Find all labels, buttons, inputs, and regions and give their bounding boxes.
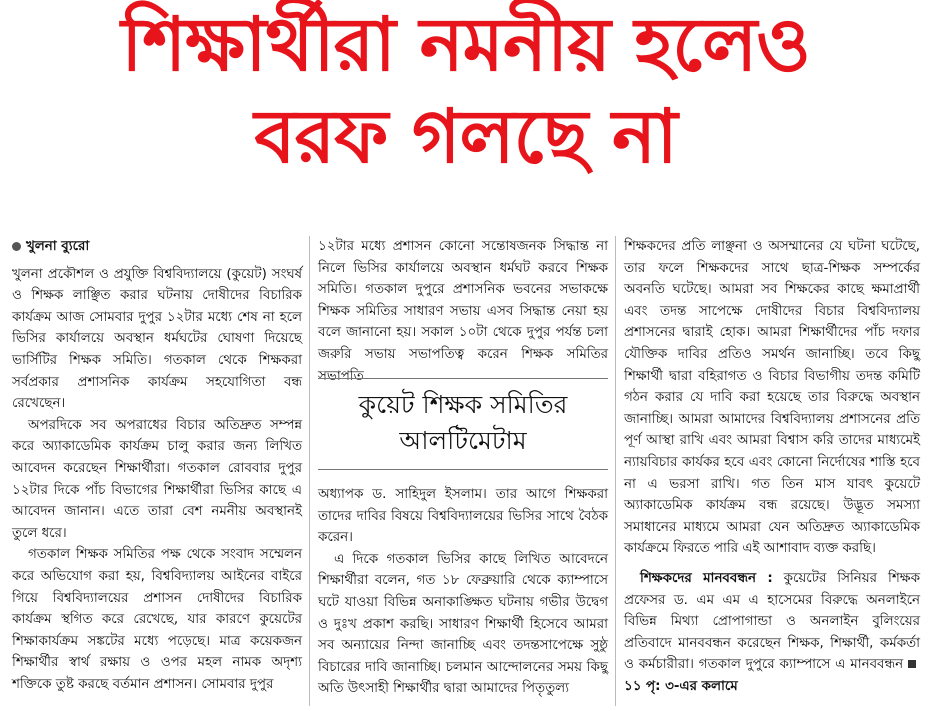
headline (0, 2, 931, 180)
section-lead: শিক্ষকদের মানববন্ধন : (640, 570, 773, 586)
square-bullet-icon (908, 660, 916, 668)
headline-line-2: বরফ গলছে না (254, 94, 677, 180)
byline-text: খুলনা ব্যুরো (26, 239, 90, 254)
continuation-text: ১১ পৃ: ৩-এর কলামে (624, 678, 738, 694)
section-paragraph (624, 568, 920, 698)
article-column-2-bottom (318, 484, 608, 700)
column-divider (615, 236, 616, 706)
paragraph: গতকাল শিক্ষক সমিতির পক্ষ থেকে সংবাদ সম্মেলন করে অভিযোগ করা হয়, বিশ্ববিদ্যালয় আইনের বাইরে গিয়ে বিশ্ববিদ্যালয়ের প্রশাসন দোষীদের বিচারিক কার্যক্রম স্থগিত করে রেখেছে, যার কারণে কুয়েটের শিক্ষাকার্যক্রম সঙ্কটের মধ্যে পড়েছে। মাত্র কয়েকজন শিক্ষার্থীর স্বার্থ রক্ষায় ও ওপর মহল নামক অদৃশ্য শক্তিকে তুষ্ট করছে বর্তমান প্রশাসন। সোমবার দুপুর (12, 547, 302, 692)
paragraph: এ দিকে গতকাল ভিসির কাছে লিখিত আবেদনে শিক্ষার্থীরা বলেন, গত ১৮ ফেব্রুয়ারি থেকে ক্যাম্পাসে ঘটে যাওয়া বিভিন্ন অনাকাঙ্ক্ষিত ঘটনায় গভীর উদ্বেগ ও দুঃখ প্রকাশ করছি। সাধারণ শিক্ষার্থী হিসেবে আমরা সব অন্যায়ের নিন্দা জানাচ্ছি এবং তদন্তসাপেক্ষে সুষ্ঠু বিচারের দাবি জানাচ্ছি। চলমান আন্দোলনের সময় কিছু অতি উৎসাহী শিক্ষার্থীর দ্বারা আমাদের পিতৃতুল্য (318, 551, 608, 697)
byline (12, 236, 302, 258)
column-divider (309, 236, 310, 706)
paragraph: খুলনা প্রকৌশল ও প্রযুক্তি বিশ্ববিদ্যালয়ে (কুয়েট) সংঘর্ষ ও শিক্ষক লাঞ্ছিত করার ঘটনায় দোষীদের বিচারিক কার্যক্রম আজ সোমবার দুপুর ১২টার মধ্যে শেষ না হলে ভিসির কার্যালয়ে অবস্থান ধর্মঘটের ঘোষণা দিয়েছে ভার্সিটির শিক্ষক সমিতি। গতকাল থেকে শিক্ষকরা সর্বপ্রকার প্রশাসনিক কার্যক্রম সহযোগিতা বন্ধ রেখেছেন। (12, 266, 302, 412)
paragraph: ১২টার মধ্যে প্রশাসন কোনো সন্তোষজনক সিদ্ধান্ত না নিলে ভিসির কার্যালয়ে অবস্থান ধর্মঘট করবে শিক্ষক সমিতি। গতকাল দুপুরে প্রশাসনিক ভবনের সভাকক্ষে শিক্ষক সমিতির সাধারণ সভায় এসব সিদ্ধান্ত নেয়া হয় বলে জানানো হয়। সকাল ১০টা থেকে দুপুর পর্যন্ত চলা জরুরি সভায় সভাপতিত্ব করেন শিক্ষক সমিতির সভাপতি (318, 239, 608, 384)
paragraph: শিক্ষকদের প্রতি লাঞ্ছনা ও অসম্মানের যে ঘটনা ঘটেছে, তার ফলে শিক্ষকদের সাথে ছাত্র-শিক্ষক সম্পর্কের অবনতি ঘটেছে। আমরা সব শিক্ষকের কাছে ক্ষমাপ্রার্থী এবং তদন্ত সাপেক্ষে দোষীদের বিচার বিশ্ববিদ্যালয় প্রশাসনের দ্বারাই হোক। আমরা শিক্ষার্থীদের পাঁচ দফার যৌক্তিক দাবির প্রতিও সমর্থন জানাচ্ছি। তবে কিছু শিক্ষার্থী দ্বারা বহিরাগত ও বিচার বিভাগীয় তদন্ত কমিটি গঠন করার যে দাবি করা হয়েছে তার বিরুদ্ধে অবস্থান জানাচ্ছি। আমরা আমাদের বিশ্ববিদ্যালয় প্রশাসনের প্রতি পূর্ণ আস্থা রাখি এবং আমরা বিশ্বাস করি তাদের মাধ্যমেই ন্যায়বিচার কার্যকর হবে এবং কোনো নির্দোষের শাস্তি হবে না এ ভরসা রাখি। গত তিন মাস যাবৎ কুয়েটে অ্যাকাডেমিক কার্যক্রম বন্ধ রয়েছে। উদ্ভূত সমস্যা সমাধানের মাধ্যমে আমরা যেন অতিদ্রুত অ্যাকাডেমিক কার্যক্রমে ফিরতে পারি এই আশাবাদ ব্যক্ত করছি। (624, 239, 920, 557)
article-column-1 (12, 236, 302, 695)
subheading-line-2: আলটিমেটাম (399, 426, 527, 455)
section-body: কুয়েটের সিনিয়র শিক্ষক প্রফেসর ড. এম এম এ হাসেমের বিরুদ্ধে অনলাইনে বিভিন্ন মিথ্যা প্রোপাগান্ডা ও অনলাইন বুলিংয়ের প্রতিবাদে মানববন্ধন করেছেন শিক্ষক, শিক্ষার্থী, কর্মকর্তা ও কর্মচারীরা। গতকাল দুপুরে ক্যাম্পাসে এ মানববন্ধন (624, 570, 920, 673)
article-column-3 (624, 236, 920, 697)
subheading-line-1: কুয়েট শিক্ষক সমিতির (358, 390, 568, 419)
article-column-2-top (318, 236, 608, 387)
paragraph: অধ্যাপক ড. সাহিদুল ইসলাম। তার আগে শিক্ষকরা তাদের দাবির বিষয়ে বিশ্ববিদ্যালয়ের ভিসির সাথে বৈঠক করেন। (318, 487, 608, 546)
paragraph: অপরদিকে সব অপরাধের বিচার অতিদ্রুত সম্পন্ন করে অ্যাকাডেমিক কার্যক্রম চালু করার জন্য লিখিত আবেদন করেছেন শিক্ষার্থীরা। গতকাল রোববার দুপুর ১২টার দিকে পাঁচ বিভাগের শিক্ষার্থীরা ভিসির কাছে এ আবেদন জানান। এতে তারা বেশ নমনীয় অবস্থানই তুলে ধরে। (12, 417, 302, 541)
bullet-icon (12, 242, 21, 251)
headline-line-1: শিক্ষার্থীরা নমনীয় হলেও (121, 2, 810, 88)
subheading-box (318, 378, 608, 470)
